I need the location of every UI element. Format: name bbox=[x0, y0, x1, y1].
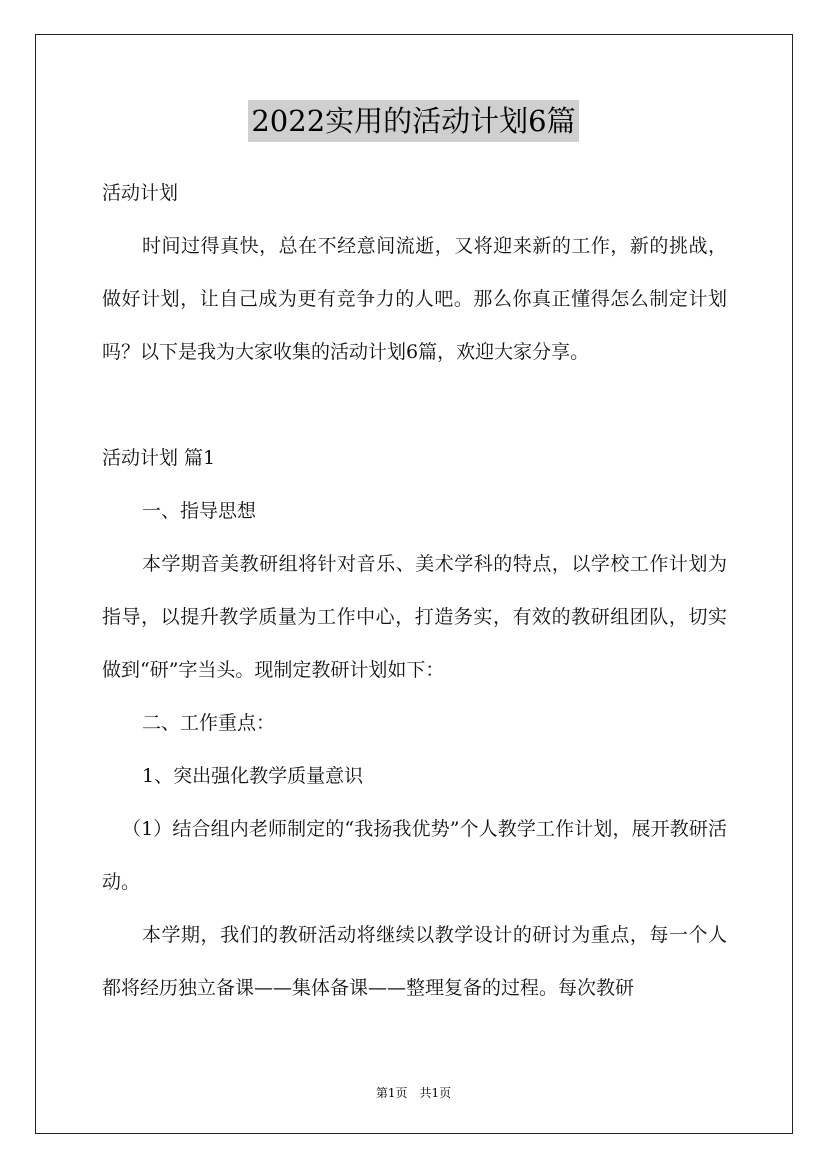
intro-paragraph: 时间过得真快，总在不经意间流逝，又将迎来新的工作，新的挑战，做好计划，让自己成为更有竞争力的人吧。那么你真正懂得怎么制定计划吗？以下是我为大家收集的活动计划6篇，欢迎大家分享。 bbox=[102, 235, 727, 363]
document-title: 2022实用的活动计划6篇 bbox=[248, 100, 578, 142]
blank-line bbox=[102, 379, 727, 432]
page-footer: 第1页 共1页 bbox=[375, 1086, 452, 1100]
subheading-guiding-idea: 一、指导思想 bbox=[142, 500, 257, 522]
body-paragraph: 本学期音美教研组将针对音乐、美术学科的特点，以学校工作计划为指导，以提升教学质量为工作中心，打造务实，有效的教研组团队，切实做到“研”字当头。现制定教研计划如下： bbox=[102, 553, 727, 681]
list-item: （1）结合组内老师制定的“我扬我优势”个人教学工作计划，展开教研活动。 bbox=[102, 818, 727, 893]
subheading-work-focus: 二、工作重点： bbox=[142, 712, 276, 734]
section-heading: 活动计划 bbox=[102, 182, 179, 204]
article-heading: 活动计划 篇1 bbox=[102, 447, 216, 469]
body-paragraph: 本学期，我们的教研活动将继续以教学设计的研讨为重点，每一个人都将经历独立备课——集体备课——整理复备的过程。每次教研 bbox=[102, 924, 727, 999]
title-container bbox=[0, 100, 827, 142]
document-body bbox=[102, 167, 727, 1015]
list-item: 1、突出强化教学质量意识 bbox=[142, 765, 364, 787]
